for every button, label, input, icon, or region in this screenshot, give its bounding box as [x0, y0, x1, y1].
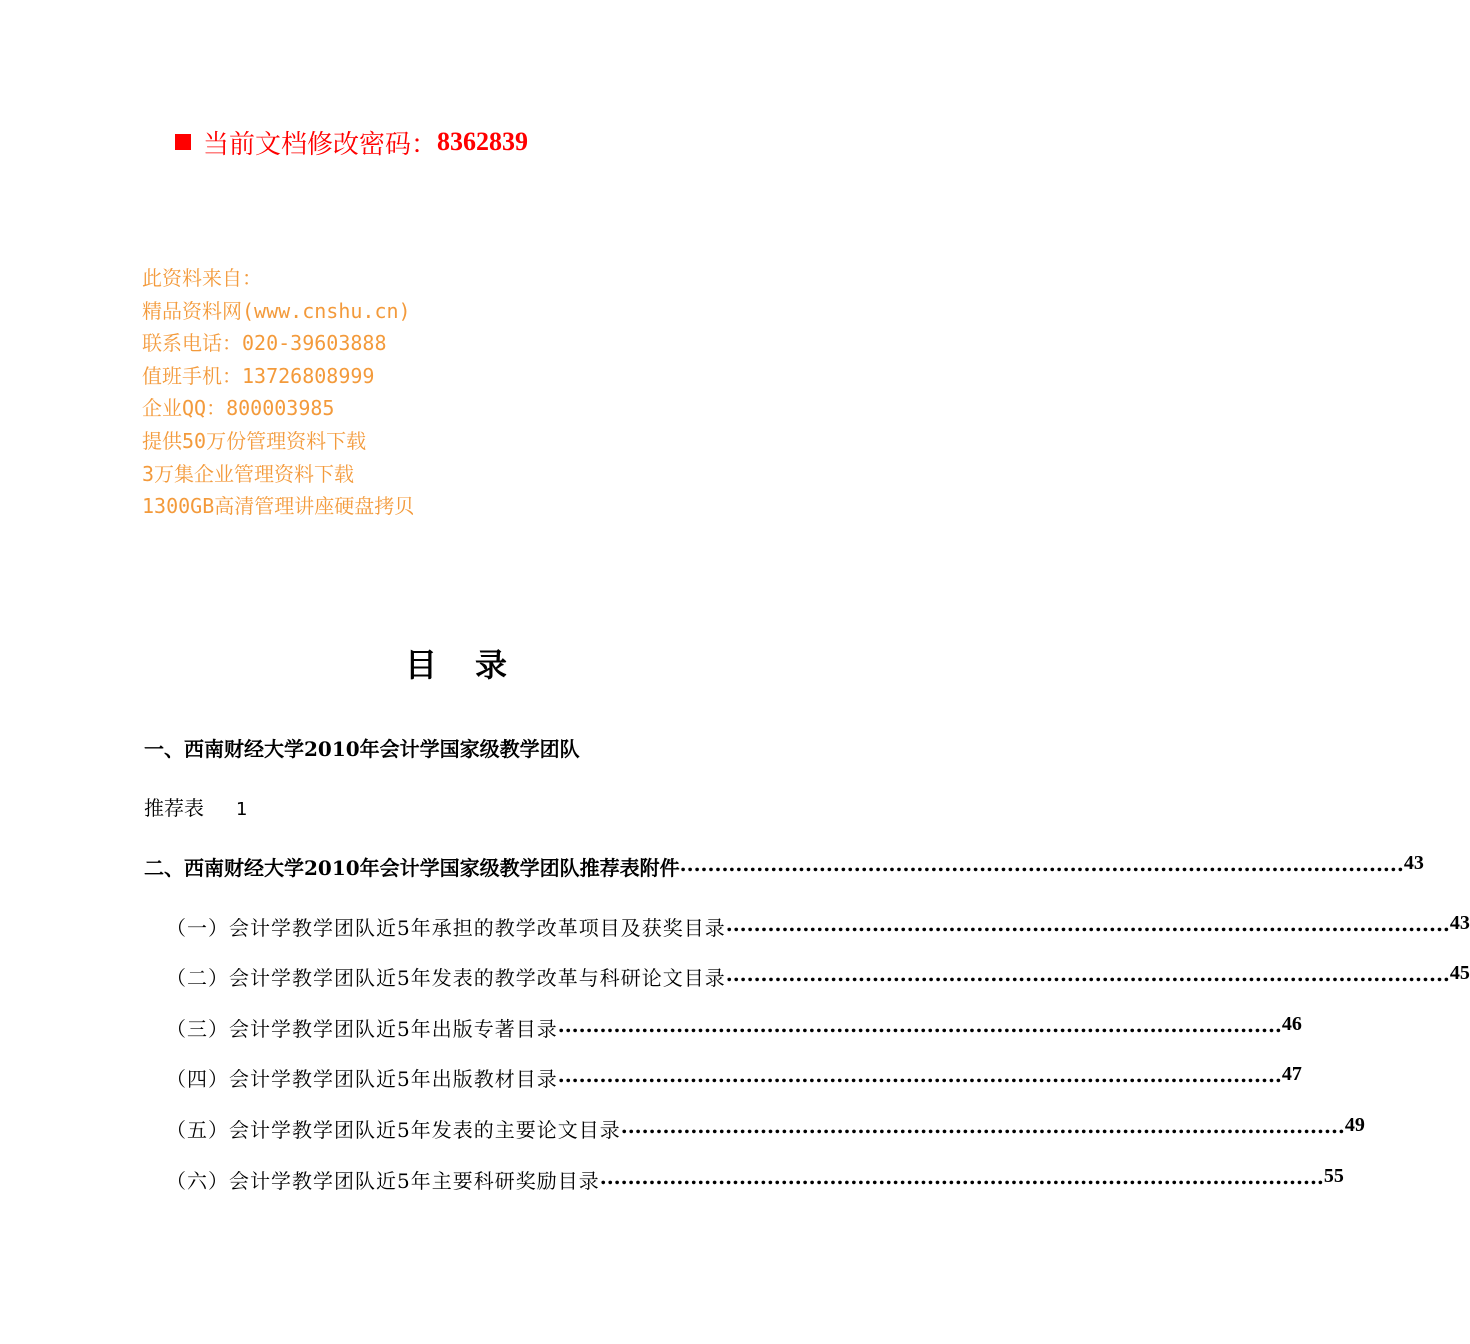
toc-subitem-text: （六）会计学教学团队近5年主要科研奖励目录 [166, 1169, 600, 1193]
toc-item[interactable] [144, 733, 580, 762]
source-line: 企业QQ：800003985 [142, 396, 335, 421]
password-value: 8362839 [437, 127, 529, 156]
toc-page-number: 43 [1403, 852, 1424, 874]
toc-leader-dots: ........................................................................................................ [725, 912, 1450, 936]
toc-leader-dots: ........................................................................................................ [679, 852, 1404, 876]
toc-leader-dots: ........................................................................................................ [557, 1063, 1282, 1087]
source-line: 值班手机：13726808999 [142, 363, 375, 388]
toc-subitem[interactable] [166, 1013, 1302, 1042]
source-line: 精品资料网(www.cnshu.cn) [142, 298, 411, 323]
toc-page-number: 55 [1323, 1165, 1344, 1187]
toc-subitem[interactable] [166, 912, 1470, 941]
toc-item-text: 二、西南财经大学2010年会计学国家级教学团队推荐表附件 [144, 856, 680, 880]
toc-leader-dots: ........................................................................................................ [620, 1114, 1345, 1138]
toc-page-number: 43 [1449, 912, 1470, 934]
toc-item[interactable] [144, 852, 1424, 881]
toc-subitem[interactable] [166, 962, 1470, 991]
source-line: 1300GB高清管理讲座硬盘拷贝 [142, 494, 415, 519]
source-line: 联系电话：020-39603888 [142, 331, 387, 356]
password-line [175, 122, 528, 162]
source-info-block [142, 262, 414, 523]
source-line: 3万集企业管理资料下载 [142, 461, 355, 486]
toc-subitem[interactable] [166, 1063, 1302, 1092]
toc-page-number: 1 [236, 799, 248, 820]
source-line: 提供50万份管理资料下载 [142, 428, 367, 453]
toc-item-text: 一、西南财经大学2010年会计学国家级教学团队 [144, 737, 580, 761]
toc-subitem[interactable] [166, 1114, 1365, 1143]
toc-item-text: 推荐表 [144, 796, 204, 820]
toc-page-number: 46 [1281, 1013, 1302, 1035]
toc-subitem-text: （三）会计学教学团队近5年出版专著目录 [166, 1017, 558, 1041]
toc-item[interactable] [144, 792, 247, 821]
password-label: 当前文档修改密码： [203, 129, 438, 160]
toc-leader-dots: ........................................................................................................ [557, 1013, 1282, 1037]
toc-title: 目录 [404, 646, 545, 684]
source-line: 此资料来自： [142, 266, 262, 290]
toc-subitem-text: （四）会计学教学团队近5年出版教材目录 [166, 1067, 558, 1091]
toc-leader-dots: ........................................................................................................ [725, 962, 1450, 986]
toc-subitem[interactable] [166, 1165, 1344, 1194]
toc-leader-dots: ........................................................................................................ [599, 1165, 1324, 1189]
toc-subitem-text: （二）会计学教学团队近5年发表的教学改革与科研论文目录 [166, 966, 726, 990]
toc-subitem-text: （五）会计学教学团队近5年发表的主要论文目录 [166, 1118, 621, 1142]
toc-page-number: 49 [1344, 1114, 1365, 1136]
toc-page-number: 47 [1281, 1063, 1302, 1085]
toc-page-number: 45 [1449, 962, 1470, 984]
toc-subitem-text: （一）会计学教学团队近5年承担的教学改革项目及获奖目录 [166, 916, 726, 940]
red-square-icon [175, 134, 191, 150]
